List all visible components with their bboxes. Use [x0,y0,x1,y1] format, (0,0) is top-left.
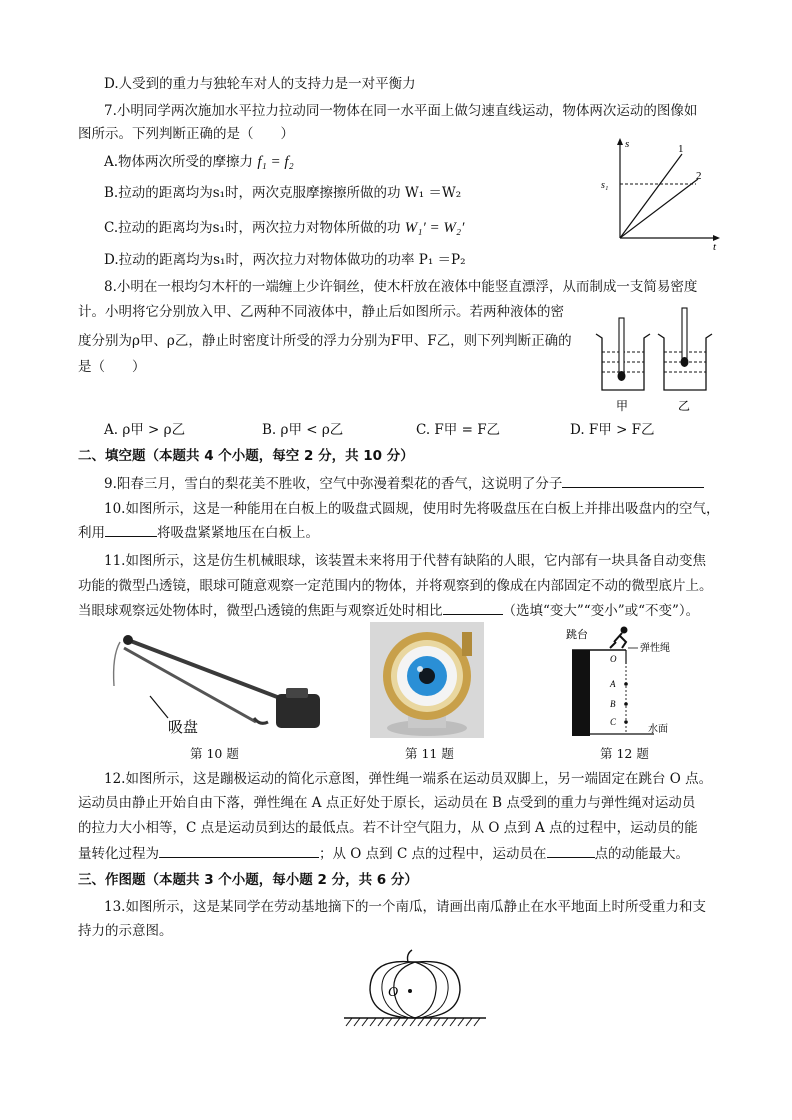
rope-label: 弹性绳 [640,643,670,654]
beaker-yi [658,308,712,413]
q7-stem-line1: 7.小明同学两次施加水平拉力拉动同一物体在同一水平面上做匀速直线运动，物体两次运动的图像如 [104,103,698,119]
q11-line1: 11.如图所示，这是仿生机械眼球，该装置未来将用于代替有缺陷的人眼，它内部有一块具备自动变焦 [104,553,706,569]
pumpkin-center-point [408,989,412,993]
q12-line1: 12.如图所示，这是蹦极运动的简化示意图，弹性绳一端系在运动员双脚上，另一端固定在跳台 O 点。 [104,771,713,787]
q12-line4-c: 点的动能最大。 [594,846,690,862]
compass-handle [276,694,320,728]
point-a-label: A [610,679,616,689]
pumpkin-center-label: O [388,985,399,1000]
q12-line2: 运动员由静止开始自由下落，弹性绳在 A 点正好处于原长，运动员在 B 点受到的重力与弹性绳对运动员 [78,795,696,811]
fig11-bionic-eye-photo [370,622,484,738]
q7-stem-line2: 图所示。下列判断正确的是（ ） [78,126,294,142]
q8-stem-line3: 度分别为ρ甲、ρ乙，静止时密度计所受的浮力分别为F甲、F乙，则下列判断正确的 [78,333,572,349]
q12-line3: 的拉力大小相等，C 点是运动员到达的最低点。若不计空气阻力，从 O 点到 A 点的过程中，运动员的能 [78,820,698,836]
q8-stem-line4: 是（ ） [78,359,146,375]
fig12-bungee-diagram [564,624,684,740]
q11-line3 [78,600,699,621]
compass-handle-top [286,688,308,698]
pumpkin-outline [370,962,460,1018]
q8-beakers-figure [592,304,722,418]
eye-side-clip [462,632,472,656]
ground-hatching [346,1018,480,1026]
q8-option-a: A. ρ甲 > ρ乙 [104,422,186,438]
graph-line-2 [620,179,698,238]
q11-answer-blank[interactable] [443,600,503,615]
point-o-label: O [610,654,617,664]
fig12-caption: 第 12 题 [600,746,649,761]
point-c [624,720,628,724]
point-b [624,702,628,706]
eye-highlight [417,666,423,672]
q6-option-d: D.人受到的重力与独轮车对人的支持力是一对平衡力 [104,76,416,92]
fig10-suction-label: 吸盘 [168,718,199,736]
q7-option-a-math: f₁ = f₂ [257,154,294,170]
graph-line-1 [620,154,682,238]
water-label: 水面 [648,724,668,735]
q7-st-graph [598,132,728,250]
q7-option-c-text: C.拉动的距离均为s₁时，两次拉力对物体所做的功 [104,220,401,236]
q7-option-c-math: W₁′ = W₂′ [404,220,465,236]
q13-line2: 持力的示意图。 [78,923,173,939]
x-axis-label: t [713,241,717,250]
q8-stem-line1: 8.小明在一根均匀木杆的一端缠上少许铜丝，使木杆放在液体中能竖直漂浮，从而制成一支简易密度 [104,279,698,295]
fig10-compass-photo [106,626,328,738]
q12-line4-b: ；从 O 点到 C 点的过程中，运动员在 [319,846,547,862]
y-axis-arrow-icon [617,138,623,145]
q7-option-c [104,218,464,238]
q13-line1: 13.如图所示，这是某同学在劳动基地摘下的一个南瓜，请画出南瓜静止在水平地面上时所受重力和支 [104,899,706,915]
q11-line2: 功能的微型凸透镜，眼球可随意观察一定范围内的物体，并将观察到的像成在内部固定不动的微型底片上。 [78,578,713,594]
line-2-label: 2 [696,170,702,182]
y-axis-label: s [625,138,630,150]
beaker-jia [596,318,650,413]
q9-text [104,473,704,494]
q10-line2 [78,522,319,543]
platform-label: 跳台 [566,628,588,641]
section3-title: 三、作图题（本题共 3 个小题，每小题 2 分，共 6 分） [78,872,418,888]
q9-text-content: 9.阳春三月，雪白的梨花美不胜收，空气中弥漫着梨花的香气，这说明了分子 [104,476,563,492]
beaker-yi-label: 乙 [678,399,691,413]
q7-option-d: D.拉动的距离均为s₁时，两次拉力对物体做功的功率 P₁ ＝P₂ [104,252,466,268]
point-b-label: B [610,699,616,709]
q12-line4 [78,843,689,864]
q10-line1: 10.如图所示，这是一种能用在白板上的吸盘式圆规，使用时先将吸盘压在白板上并排出吸盘内的空气， [104,501,720,517]
q10-answer-blank[interactable] [105,522,157,537]
fig11-caption: 第 11 题 [405,746,454,761]
q8-stem-line2: 计。小明将它分别放入甲、乙两种不同液体中，静止后如图所示。若两种液体的密 [78,304,564,320]
platform-tower [572,650,590,736]
q9-answer-blank[interactable] [562,473,704,488]
q7-option-a-text: A.物体两次所受的摩擦力 [104,154,254,170]
line-1-label: 1 [678,143,684,155]
point-c-label: C [610,717,617,727]
q8-option-b: B. ρ甲 < ρ乙 [262,422,344,438]
q7-option-a [104,152,294,172]
point-a [624,682,628,686]
q10-line2-a: 利用 [78,525,105,541]
compass-pivot [123,635,133,645]
q12-line4-a: 量转化过程为 [78,846,159,862]
fig10-caption: 第 10 题 [190,746,239,761]
pumpkin-stem [408,950,413,962]
q10-line2-b: 将吸盘紧紧地压在白板上。 [157,525,319,541]
jumper-icon [610,627,628,649]
pumpkin-rib-outer-right [418,962,448,1018]
q12-answer-blank-2[interactable] [547,843,595,858]
section2-title: 二、填空题（本题共 4 个小题，每空 2 分，共 10 分） [78,448,414,464]
q11-line3-a: 当眼球观察远处物体时，微型凸透镜的焦距与观察近处时相比 [78,603,443,619]
q7-option-b: B.拉动的距离均为s₁时，两次克服摩擦擦所做的功 W₁ ＝W₂ [104,185,462,201]
q8-option-c: C. F甲 = F乙 [416,422,501,438]
q8-option-d: D. F甲 > F乙 [570,422,655,438]
q13-pumpkin-figure [340,946,490,1030]
pumpkin-rib-right [415,962,436,1018]
q12-answer-blank-1[interactable] [159,843,319,858]
s1-label: s₁ [601,180,609,191]
beaker-jia-label: 甲 [616,399,629,413]
q11-line3-b: （选填“变大”“变小”或“不变”）。 [502,603,700,619]
